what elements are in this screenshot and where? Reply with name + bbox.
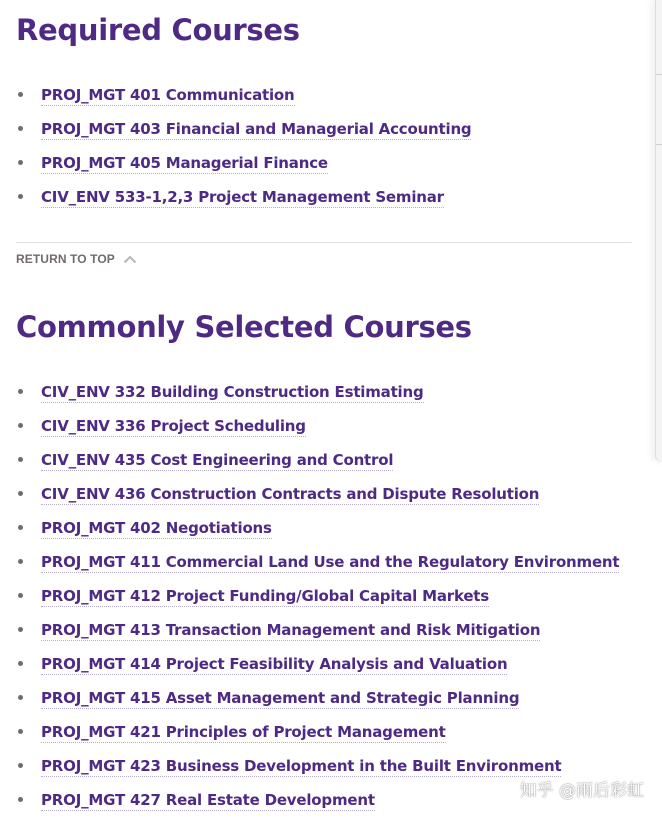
return-to-top-label: RETURN TO TOP (16, 252, 115, 266)
course-link[interactable]: PROJ_MGT 405 Managerial Finance (41, 154, 328, 172)
return-to-top-link[interactable] (16, 252, 137, 266)
course-link[interactable]: PROJ_MGT 421 Principles of Project Management (41, 723, 446, 741)
list-item (16, 449, 619, 483)
course-link[interactable]: PROJ_MGT 411 Commercial Land Use and the Regulatory Environment (41, 553, 620, 571)
bullet-icon (18, 695, 23, 700)
bullet-icon (18, 92, 23, 97)
bullet-icon (18, 160, 23, 165)
course-link[interactable]: CIV_ENV 533-1,2,3 Project Management Seminar (41, 188, 444, 206)
list-item (16, 585, 619, 619)
bullet-icon (18, 559, 23, 564)
course-link[interactable]: CIV_ENV 332 Building Construction Estimating (41, 383, 424, 401)
list-item (16, 381, 619, 415)
list-item (16, 687, 619, 721)
bullet-icon (18, 423, 23, 428)
course-link[interactable]: PROJ_MGT 413 Transaction Management and Risk Mitigation (41, 621, 541, 639)
bullet-icon (18, 797, 23, 802)
course-link[interactable]: PROJ_MGT 401 Communication (41, 86, 295, 104)
required-courses-heading: Required Courses (16, 13, 300, 47)
course-link[interactable]: CIV_ENV 336 Project Scheduling (41, 417, 306, 435)
commonly-selected-courses-heading: Commonly Selected Courses (16, 310, 472, 344)
course-link[interactable]: PROJ_MGT 415 Asset Management and Strategic Planning (41, 689, 520, 707)
watermark: 知乎 @雨后彩虹 (519, 781, 644, 801)
course-link[interactable]: CIV_ENV 435 Cost Engineering and Control (41, 451, 394, 469)
list-item (16, 551, 619, 585)
course-link[interactable]: PROJ_MGT 414 Project Feasibility Analysis and Valuation (41, 655, 508, 673)
course-link[interactable]: PROJ_MGT 423 Business Development in the Built Environment (41, 757, 562, 775)
list-item (16, 186, 471, 220)
list-item (16, 721, 619, 755)
bullet-icon (18, 593, 23, 598)
course-link[interactable]: CIV_ENV 436 Construction Contracts and Dispute Resolution (41, 485, 540, 503)
course-link[interactable]: PROJ_MGT 402 Negotiations (41, 519, 272, 537)
list-item (16, 152, 471, 186)
required-courses-list (16, 84, 471, 220)
bullet-icon (18, 729, 23, 734)
bullet-icon (18, 457, 23, 462)
bullet-icon (18, 194, 23, 199)
commonly-selected-courses-list (16, 381, 619, 823)
bullet-icon (18, 763, 23, 768)
list-item (16, 415, 619, 449)
list-item (16, 619, 619, 653)
course-link[interactable]: PROJ_MGT 412 Project Funding/Global Capital Markets (41, 587, 490, 605)
bullet-icon (18, 491, 23, 496)
list-item (16, 118, 471, 152)
chevron-up-icon (123, 254, 137, 264)
bullet-icon (18, 126, 23, 131)
course-link[interactable]: PROJ_MGT 427 Real Estate Development (41, 791, 375, 809)
panel-divider (656, 144, 662, 145)
side-panel-edge (655, 0, 662, 462)
bullet-icon (18, 627, 23, 632)
bullet-icon (18, 525, 23, 530)
section-divider (16, 242, 632, 243)
list-item (16, 84, 471, 118)
course-link[interactable]: PROJ_MGT 403 Financial and Managerial Accounting (41, 120, 472, 138)
list-item (16, 483, 619, 517)
panel-divider (656, 74, 662, 75)
bullet-icon (18, 661, 23, 666)
list-item (16, 653, 619, 687)
bullet-icon (18, 389, 23, 394)
list-item (16, 517, 619, 551)
